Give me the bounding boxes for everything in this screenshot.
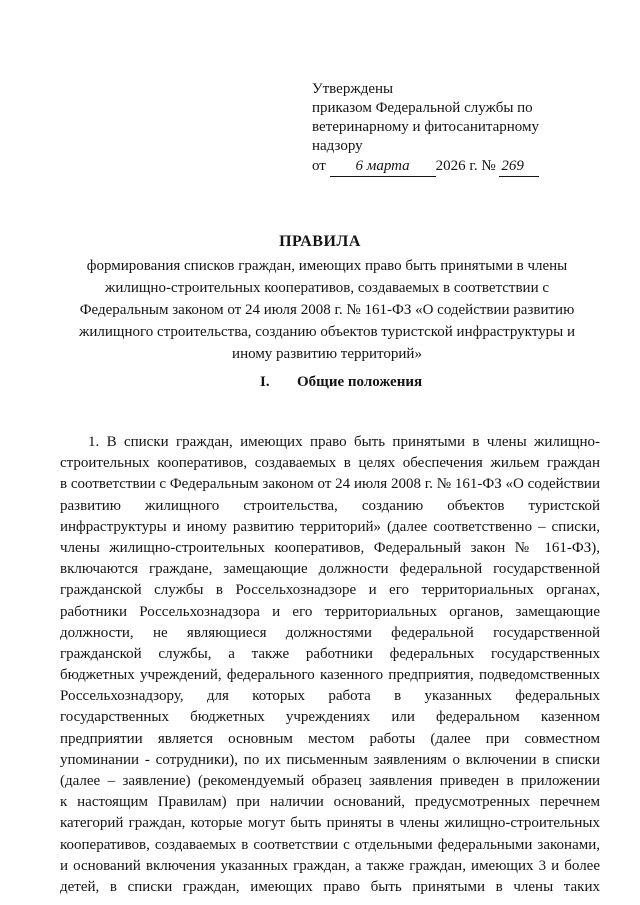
- paragraph-line: к настоящим Правилам) при наличии оснований, предусмотренных перечнем: [60, 794, 600, 811]
- section-title: Общие положения: [297, 374, 423, 390]
- paragraph-line: гражданской службы в Россельхознадзоре и его территориальных органах,: [60, 582, 600, 599]
- subtitle-line: иному развитию территорий»: [232, 346, 422, 362]
- paragraph-line: детей, в списки граждан, имеющих право быть принятыми в члены таких: [60, 878, 600, 895]
- subtitle-line: Федеральным законом от 24 июля 2008 г. № 161-ФЗ «О содействии развитию: [79, 302, 575, 318]
- paragraph-line: включаются граждане, замещающие должности федеральной государственной: [60, 561, 600, 578]
- paragraph-line: работники Россельхознадзора и его территориальных органов, замещающие: [60, 603, 600, 620]
- paragraph-line: кооперативов, создаваемых в соответствии с отдельными федеральными законами,: [60, 836, 600, 853]
- paragraph-line: государственных бюджетных учреждениях или федеральном казенном: [60, 709, 600, 726]
- paragraph-line: и оснований включения указанных граждан, а также граждан, имеющих 3 и более: [60, 857, 600, 874]
- approval-line: приказом Федеральной службы по: [312, 100, 533, 116]
- approval-line: ветеринарному и фитосанитарному: [312, 119, 539, 135]
- date-day-field: 6 марта: [330, 157, 436, 177]
- approval-line: надзору: [312, 138, 363, 154]
- paragraph-line: в соответствии с Федеральным законом от 24 июля 2008 г. № 161-ФЗ «О содействии: [60, 476, 600, 493]
- paragraph-line: категорий граждан, которые могут быть приняты в члены жилищно-строительных: [60, 815, 600, 832]
- paragraph-line: гражданской службы, а также работники федеральных государственных: [60, 645, 600, 662]
- date-year: 2026 г. №: [435, 158, 496, 174]
- paragraph-line: бюджетных учреждений, федерального казенного предприятия, подведомственных: [60, 667, 600, 684]
- approval-line: Утверждены: [312, 81, 394, 97]
- approval-date-line: [312, 157, 612, 177]
- subtitle-line: формирования списков граждан, имеющих право быть принятыми в члены: [86, 258, 568, 274]
- approval-block: [312, 80, 612, 177]
- paragraph-line: инфраструктуры и иному развитию территорий» (далее соответственно – списки,: [60, 518, 600, 535]
- paragraph-line: члены жилищно-строительных кооперативов, Федеральный закон № 161-ФЗ),: [60, 539, 600, 556]
- section-number: I.: [260, 374, 270, 390]
- paragraph-line: строительных кооперативов, создаваемых в целях обеспечения жильем граждан: [60, 455, 600, 472]
- date-prefix: от: [312, 158, 326, 174]
- paragraph-line: упоминании - сотрудники), по их письменным заявлениям о включении в списки: [60, 751, 600, 768]
- order-number-field: 269: [499, 157, 539, 177]
- paragraph-line: должности, не являющиеся должностями федеральной государственной: [60, 624, 600, 641]
- subtitle-line: жилищно-строительных кооперативов, создаваемых в соответствии с: [104, 280, 550, 296]
- paragraph-line: (далее – заявление) (рекомендуемый образец заявления приведен в приложении: [60, 773, 600, 789]
- document-subtitle: [60, 255, 594, 365]
- paragraph-1: [60, 432, 600, 898]
- document-title: ПРАВИЛА: [279, 233, 361, 250]
- paragraph-line: Россельхознадзору, для которых работа в указанных федеральных: [60, 688, 600, 705]
- paragraph-line: 1. В списки граждан, имеющих право быть принятыми в члены жилищно-: [88, 434, 600, 450]
- paragraph-line: предприятии является основным местом работы (далее при совместном: [60, 730, 600, 747]
- paragraph-line: развитию жилищного строительства, созданию объектов туристской: [60, 497, 600, 514]
- subtitle-line: жилищного строительства, созданию объектов туристской инфраструктуры и: [79, 324, 575, 340]
